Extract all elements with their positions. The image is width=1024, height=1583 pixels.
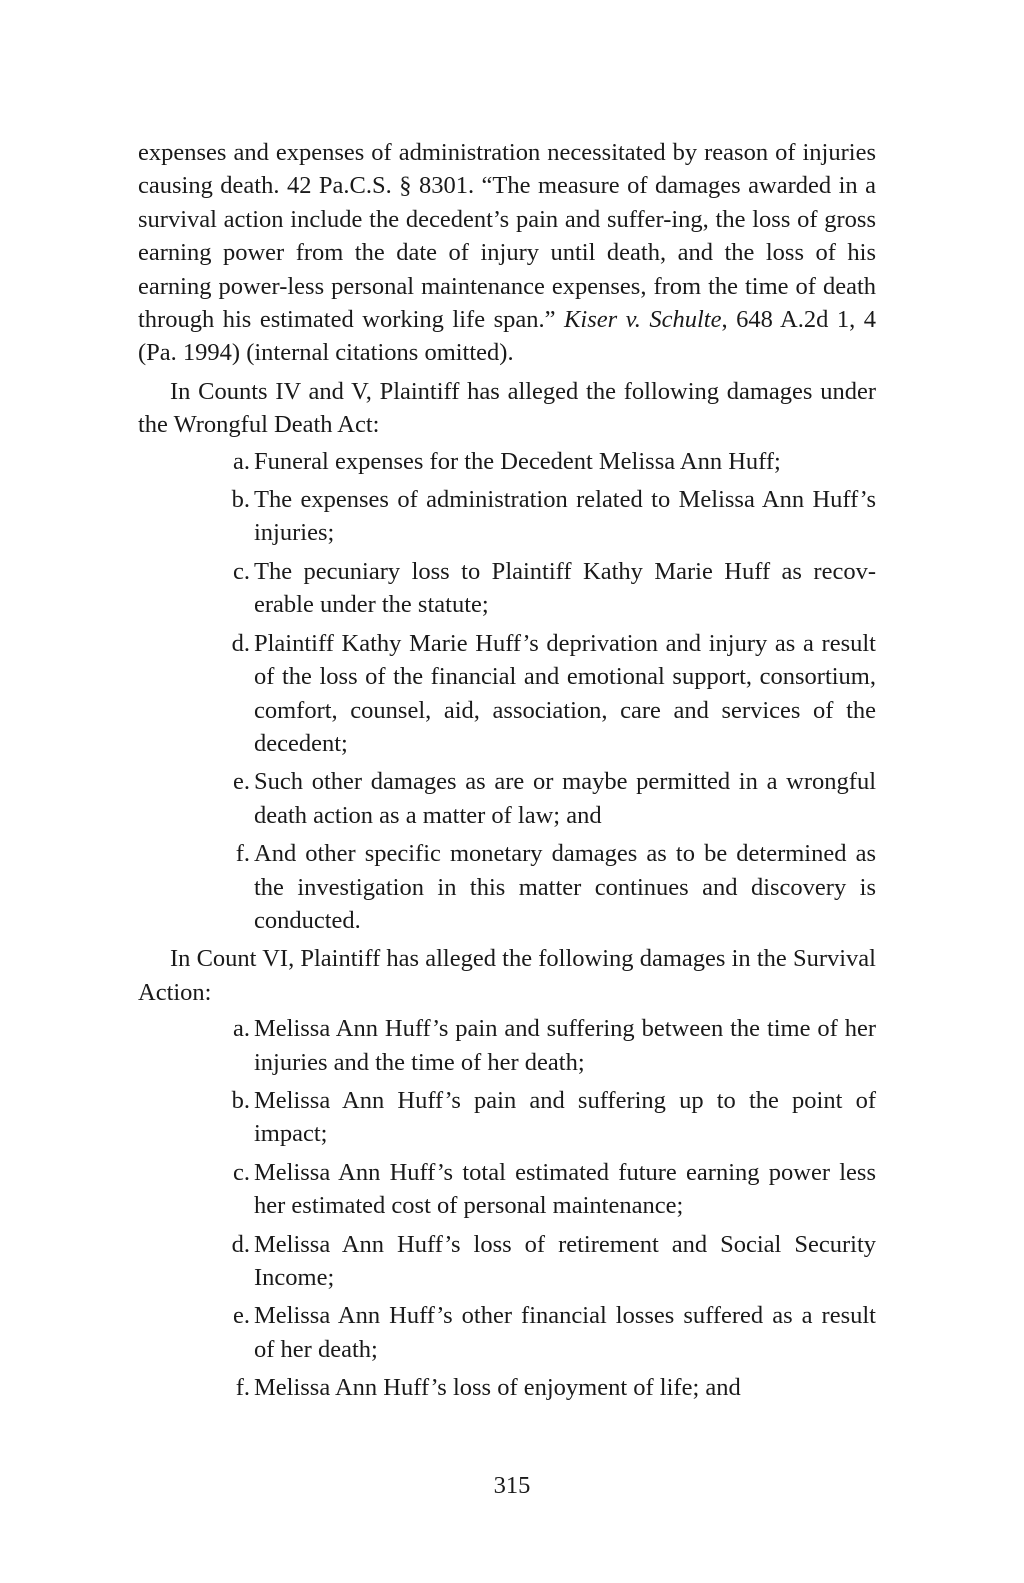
list-item-text: The pecuniary loss to Plaintiff Kathy Marie Huff as recov-erable under the statute; [254, 557, 876, 619]
list-item-text: Funeral expenses for the Decedent Melissa Ann Huff; [254, 447, 781, 475]
list-marker: b . [212, 483, 250, 516]
list-marker: d . [212, 627, 250, 660]
list-item [138, 1084, 876, 1151]
list-item [138, 765, 876, 832]
list-marker: a . [212, 445, 250, 478]
list-marker: c . [212, 1156, 250, 1189]
document-page [138, 136, 876, 1410]
list-item-text: Melissa Ann Huff’s total estimated future earning power less her estimated cost of personal maintenance; [254, 1158, 876, 1220]
list-item-text: Melissa Ann Huff’s pain and suffering between the time of her injuries and the time of her death; [254, 1015, 876, 1076]
list-marker: e . [212, 765, 250, 798]
list-marker: e . [212, 1299, 250, 1332]
list-item-text: Melissa Ann Huff’s loss of retirement and Social Security Income; [254, 1230, 876, 1291]
list-item [138, 445, 876, 478]
list-marker: c . [212, 555, 250, 588]
page-number: 315 [493, 1472, 531, 1499]
list-item [138, 1299, 876, 1366]
paragraph-survival-measure [138, 136, 876, 370]
survival-damages-list [138, 1012, 876, 1404]
list-marker: a . [212, 1012, 250, 1045]
list-item-text: Melissa Ann Huff’s loss of enjoyment of life; and [254, 1374, 741, 1402]
list-marker: b . [212, 1084, 250, 1117]
citation-details: , 648 A.2d 1, 4 (Pa. 1994) (internal citations omitted). [138, 306, 877, 367]
list-item-text: Such other damages as are or maybe permitted in a wrongful death action as a matter of law; and [254, 768, 876, 829]
list-item [138, 1156, 876, 1223]
paragraph-survival-intro: In Count VI, Plaintiff has alleged the following damages in the Survival Action: [138, 945, 876, 1006]
wrongful-death-damages-list [138, 445, 876, 938]
paragraph-wrongful-death-intro: In Counts IV and V, Plaintiff has alleged the following damages under the Wrongful Death Act: [138, 377, 876, 439]
list-item [138, 1371, 876, 1404]
list-marker: f . [212, 837, 250, 870]
case-citation: Kiser v. Schulte [564, 306, 722, 334]
list-item [138, 627, 876, 761]
list-item-text: And other specific monetary damages as to be determined as the investigation in this matter continues and discovery is conducted. [254, 840, 876, 934]
list-item-text: The expenses of administration related to Melissa Ann Huff’s injuries; [254, 486, 876, 547]
list-item [138, 555, 876, 622]
list-marker: d . [212, 1228, 250, 1261]
list-item [138, 837, 876, 937]
list-item [138, 483, 876, 550]
list-item-text: Melissa Ann Huff’s pain and suffering up to the point of impact; [254, 1086, 876, 1148]
list-item-text: Melissa Ann Huff’s other financial losses suffered as a result of her death; [254, 1302, 876, 1363]
list-item [138, 1012, 876, 1079]
list-marker: f . [212, 1371, 250, 1404]
list-item [138, 1228, 876, 1295]
list-item-text: Plaintiff Kathy Marie Huff’s deprivation and injury as a result of the loss of the financial and emotional support, consortium, comfort, counsel, aid, association, care and services of the decedent; [254, 629, 876, 757]
paragraph-text: expenses and expenses of administration necessitated by reason of injuries causing death. 42 Pa.C.S. § 8301. “The measure of damages awarded in a survival action include the decedent’s pain and suffer-ing, the loss of gross earning power from the date of injury until death, and the loss of his earning power-less personal maintenance expenses, from the time of death through his estimated working life span.” [138, 139, 876, 334]
